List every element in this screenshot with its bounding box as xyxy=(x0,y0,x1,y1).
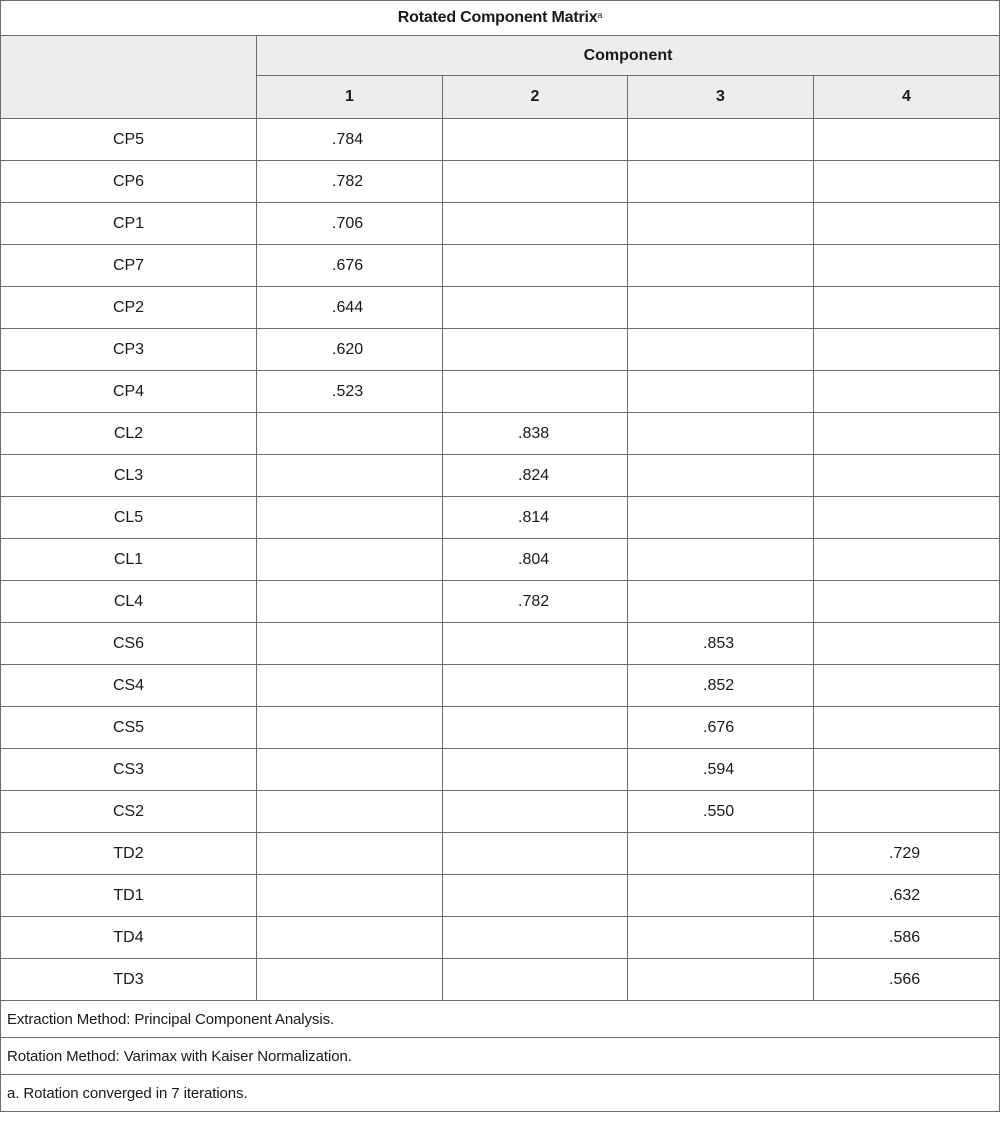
table-row xyxy=(1,707,1000,749)
loading-cell-component-1 xyxy=(257,119,443,161)
loading-cell-component-4 xyxy=(814,203,1000,245)
loading-cell-component-3 xyxy=(628,371,814,413)
table-row xyxy=(1,287,1000,329)
row-label: CL3 xyxy=(1,455,257,497)
loading-cell-component-1 xyxy=(257,665,443,707)
loading-cell-component-1 xyxy=(257,371,443,413)
row-label: TD4 xyxy=(1,917,257,959)
table-row xyxy=(1,161,1000,203)
row-label-header-cell xyxy=(1,36,257,119)
table-row xyxy=(1,245,1000,287)
loading-cell-component-2 xyxy=(443,749,628,791)
loading-cell-component-3 xyxy=(628,161,814,203)
loading-cell-component-3 xyxy=(628,707,814,749)
loading-cell-component-2 xyxy=(443,833,628,875)
loading-cell-component-4 xyxy=(814,875,1000,917)
footnote-row xyxy=(1,1075,1000,1112)
loading-cell-component-3 xyxy=(628,623,814,665)
loading-cell-component-4 xyxy=(814,623,1000,665)
loading-cell-component-3 xyxy=(628,203,814,245)
loading-cell-component-2 xyxy=(443,413,628,455)
loading-cell-component-1 xyxy=(257,413,443,455)
loading-cell-component-1 xyxy=(257,497,443,539)
loading-cell-component-4 xyxy=(814,749,1000,791)
row-label: CP6 xyxy=(1,161,257,203)
loading-cell-component-1 xyxy=(257,875,443,917)
table-row xyxy=(1,497,1000,539)
loading-cell-component-1 xyxy=(257,539,443,581)
table-row xyxy=(1,917,1000,959)
loading-cell-component-1 xyxy=(257,329,443,371)
loading-cell-component-1 xyxy=(257,245,443,287)
table-row xyxy=(1,539,1000,581)
loading-value: .550 xyxy=(703,802,735,820)
loading-cell-component-1 xyxy=(257,749,443,791)
table-title xyxy=(1,1,1000,36)
loading-cell-component-3 xyxy=(628,791,814,833)
table-row xyxy=(1,371,1000,413)
row-label: CP3 xyxy=(1,329,257,371)
loading-cell-component-3 xyxy=(628,917,814,959)
loading-cell-component-3 xyxy=(628,665,814,707)
loading-value: .814 xyxy=(518,508,550,526)
column-header-1: 1 xyxy=(257,76,443,119)
loading-cell-component-1 xyxy=(257,161,443,203)
loading-cell-component-2 xyxy=(443,875,628,917)
loading-cell-component-3 xyxy=(628,497,814,539)
loading-value: .523 xyxy=(332,382,364,400)
footnote-row xyxy=(1,1038,1000,1075)
loading-value: .644 xyxy=(332,298,364,316)
table-row xyxy=(1,791,1000,833)
row-label: CS3 xyxy=(1,749,257,791)
loading-cell-component-3 xyxy=(628,959,814,1001)
loading-cell-component-2 xyxy=(443,203,628,245)
table-row xyxy=(1,623,1000,665)
row-label: CS6 xyxy=(1,623,257,665)
row-label: CL4 xyxy=(1,581,257,623)
loading-cell-component-2 xyxy=(443,623,628,665)
loading-cell-component-1 xyxy=(257,455,443,497)
loading-cell-component-3 xyxy=(628,413,814,455)
table-row xyxy=(1,959,1000,1001)
row-label: CP5 xyxy=(1,119,257,161)
loading-cell-component-2 xyxy=(443,707,628,749)
loading-cell-component-1 xyxy=(257,917,443,959)
loading-cell-component-2 xyxy=(443,665,628,707)
loading-value: .706 xyxy=(332,214,364,232)
table-row xyxy=(1,203,1000,245)
table-row xyxy=(1,749,1000,791)
loading-cell-component-4 xyxy=(814,791,1000,833)
column-header-4: 4 xyxy=(814,76,1000,119)
loading-value: .782 xyxy=(518,592,550,610)
loading-cell-component-1 xyxy=(257,203,443,245)
loading-cell-component-2 xyxy=(443,119,628,161)
row-label: CL2 xyxy=(1,413,257,455)
loading-cell-component-4 xyxy=(814,119,1000,161)
loading-cell-component-2 xyxy=(443,245,628,287)
loading-value: .594 xyxy=(703,760,735,778)
loading-value: .852 xyxy=(703,676,735,694)
loading-cell-component-3 xyxy=(628,119,814,161)
loading-value: .784 xyxy=(332,130,364,148)
loading-cell-component-4 xyxy=(814,497,1000,539)
loading-value: .676 xyxy=(332,256,364,274)
column-header-3: 3 xyxy=(628,76,814,119)
table-title-text: Rotated Component Matrix xyxy=(397,9,598,26)
row-label: CL5 xyxy=(1,497,257,539)
loading-cell-component-3 xyxy=(628,329,814,371)
loading-cell-component-4 xyxy=(814,917,1000,959)
loading-value: .782 xyxy=(332,172,364,190)
row-label: TD2 xyxy=(1,833,257,875)
row-label: CS4 xyxy=(1,665,257,707)
loading-cell-component-1 xyxy=(257,623,443,665)
loading-cell-component-1 xyxy=(257,833,443,875)
loading-cell-component-1 xyxy=(257,287,443,329)
loading-cell-component-3 xyxy=(628,581,814,623)
loading-cell-component-4 xyxy=(814,833,1000,875)
footnote: Rotation Method: Varimax with Kaiser Normalization. xyxy=(1,1038,1000,1075)
loading-cell-component-3 xyxy=(628,245,814,287)
loading-value: .676 xyxy=(703,718,735,736)
table-row xyxy=(1,119,1000,161)
loading-cell-component-2 xyxy=(443,371,628,413)
loading-cell-component-3 xyxy=(628,875,814,917)
table-title-row xyxy=(1,1,1000,36)
loading-value: .729 xyxy=(889,844,921,862)
loading-value: .632 xyxy=(889,886,921,904)
row-label: CP4 xyxy=(1,371,257,413)
footnote-row xyxy=(1,1001,1000,1038)
column-header-2: 2 xyxy=(443,76,628,119)
loading-cell-component-2 xyxy=(443,791,628,833)
loading-cell-component-4 xyxy=(814,581,1000,623)
table-row xyxy=(1,875,1000,917)
table-row xyxy=(1,833,1000,875)
loading-value: .824 xyxy=(518,466,550,484)
loading-cell-component-3 xyxy=(628,455,814,497)
loading-cell-component-2 xyxy=(443,455,628,497)
table-row xyxy=(1,413,1000,455)
loading-cell-component-1 xyxy=(257,791,443,833)
row-label: CP2 xyxy=(1,287,257,329)
loading-cell-component-2 xyxy=(443,497,628,539)
loading-cell-component-4 xyxy=(814,329,1000,371)
loading-value: .586 xyxy=(889,928,921,946)
footnote: a. Rotation converged in 7 iterations. xyxy=(1,1075,1000,1112)
loading-cell-component-4 xyxy=(814,371,1000,413)
table-row xyxy=(1,581,1000,623)
table-row xyxy=(1,455,1000,497)
loading-value: .566 xyxy=(889,970,921,988)
row-label: CP7 xyxy=(1,245,257,287)
loading-cell-component-2 xyxy=(443,959,628,1001)
component-header-row xyxy=(1,36,1000,76)
loading-value: .838 xyxy=(518,424,550,442)
loading-cell-component-3 xyxy=(628,749,814,791)
loading-cell-component-2 xyxy=(443,917,628,959)
loading-cell-component-4 xyxy=(814,959,1000,1001)
row-label: CS2 xyxy=(1,791,257,833)
loading-cell-component-4 xyxy=(814,539,1000,581)
loading-cell-component-1 xyxy=(257,581,443,623)
table-row xyxy=(1,665,1000,707)
loading-cell-component-4 xyxy=(814,245,1000,287)
table-row xyxy=(1,329,1000,371)
row-label: TD3 xyxy=(1,959,257,1001)
row-label: CP1 xyxy=(1,203,257,245)
loading-cell-component-3 xyxy=(628,287,814,329)
loading-value: .804 xyxy=(518,550,550,568)
loading-value: .853 xyxy=(703,634,735,652)
loading-cell-component-4 xyxy=(814,287,1000,329)
loading-cell-component-3 xyxy=(628,833,814,875)
table-title-footnote-marker: a xyxy=(597,10,603,20)
loading-cell-component-4 xyxy=(814,665,1000,707)
row-label: CS5 xyxy=(1,707,257,749)
loading-cell-component-2 xyxy=(443,287,628,329)
row-label: TD1 xyxy=(1,875,257,917)
loading-cell-component-2 xyxy=(443,161,628,203)
loading-cell-component-4 xyxy=(814,161,1000,203)
loading-cell-component-3 xyxy=(628,539,814,581)
footnote: Extraction Method: Principal Component Analysis. xyxy=(1,1001,1000,1038)
loading-cell-component-2 xyxy=(443,539,628,581)
loading-cell-component-4 xyxy=(814,455,1000,497)
loading-cell-component-1 xyxy=(257,707,443,749)
loading-cell-component-4 xyxy=(814,413,1000,455)
loading-cell-component-1 xyxy=(257,959,443,1001)
loading-value: .620 xyxy=(332,340,364,358)
loading-cell-component-2 xyxy=(443,581,628,623)
row-label: CL1 xyxy=(1,539,257,581)
component-header: Component xyxy=(257,36,1000,76)
loading-cell-component-4 xyxy=(814,707,1000,749)
loading-cell-component-2 xyxy=(443,329,628,371)
